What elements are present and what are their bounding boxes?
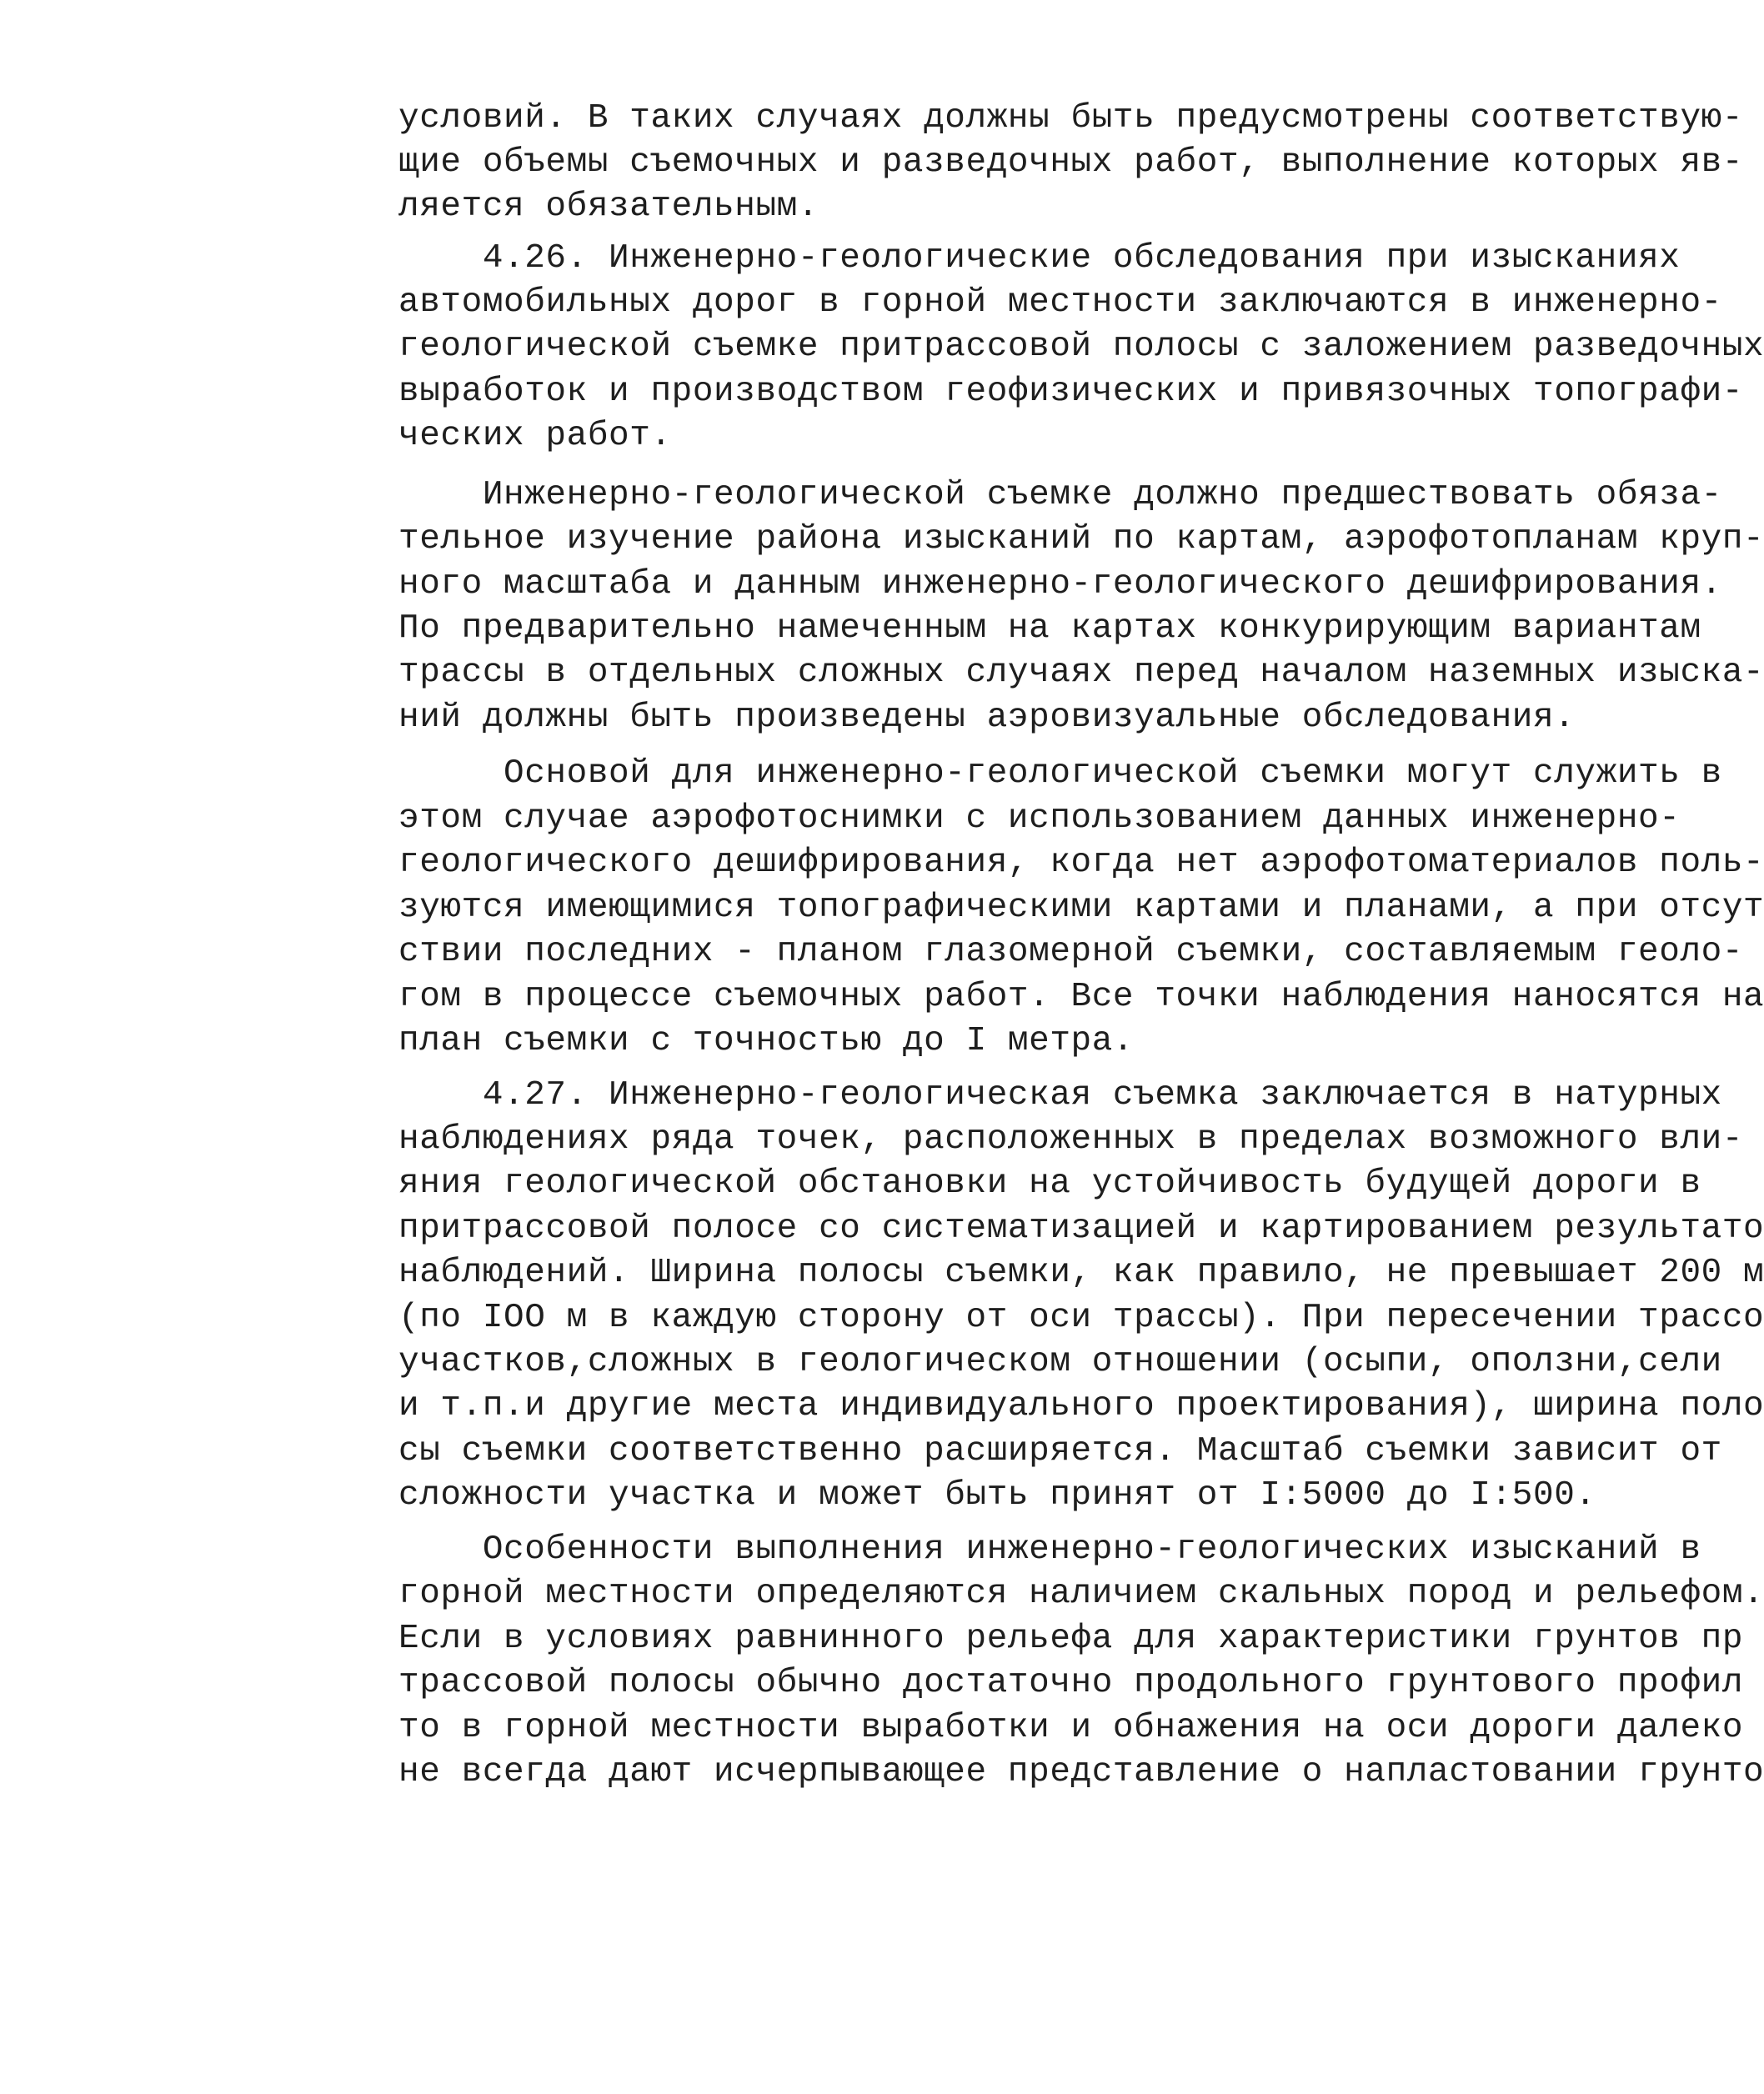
text-line: 4.27. Инженерно-геологическая съемка заключается в натурных bbox=[398, 1076, 1722, 1115]
text-line: сложности участка и может быть принят от I:5000 до I:500. bbox=[398, 1476, 1596, 1515]
text-line: ляется обязательным. bbox=[398, 188, 819, 226]
text-line: то в горной местности выработки и обнажения на оси дороги далеко bbox=[398, 1709, 1744, 1747]
text-line: гом в процессе съемочных работ. Все точки наблюдения наносятся на bbox=[398, 978, 1764, 1016]
text-line: участков,сложных в геологическом отношении (осыпи, оползни,сели bbox=[398, 1343, 1722, 1381]
text-line: щие объемы съемочных и разведочных работ, выполнение которых яв- bbox=[398, 143, 1744, 182]
text-line: трассы в отдельных сложных случаях перед началом наземных изыска- bbox=[398, 654, 1764, 692]
text-line: геологического дешифрирования, когда нет аэрофотоматериалов поль- bbox=[398, 844, 1764, 882]
text-line: трассовой полосы обычно достаточно продольного грунтового профил bbox=[398, 1664, 1744, 1702]
text-line: Основой для инженерно-геологической съемки могут служить в bbox=[398, 754, 1722, 793]
text-line: выработок и производством геофизических и привязочных топографи- bbox=[398, 373, 1744, 411]
text-line: (по IOO м в каждую сторону от оси трассы). При пересечении трассо bbox=[398, 1299, 1764, 1337]
text-line: не всегда дают исчерпывающее представление о напластовании грунто bbox=[398, 1753, 1764, 1791]
text-line: Если в условиях равнинного рельефа для характеристики грунтов пр bbox=[398, 1620, 1744, 1658]
text-line: план съемки с точностью до I метра. bbox=[398, 1022, 1135, 1060]
text-line: По предварительно намеченным на картах конкурирующим вариантам bbox=[398, 609, 1701, 648]
text-line: условий. В таких случаях должны быть предусмотрены соответствую- bbox=[398, 99, 1744, 138]
text-line: ствии последних - планом глазомерной съемки, составляемым геоло- bbox=[398, 933, 1744, 971]
text-line: яния геологической обстановки на устойчивость будущей дороги в bbox=[398, 1165, 1701, 1203]
text-line: наблюдениях ряда точек, расположенных в пределах возможного вли- bbox=[398, 1120, 1744, 1159]
text-line: этом случае аэрофотоснимки с использованием данных инженерно- bbox=[398, 799, 1681, 838]
text-line: автомобильных дорог в горной местности заключаются в инженерно- bbox=[398, 283, 1722, 322]
text-line: геологической съемке притрассовой полосы с заложением разведочных bbox=[398, 328, 1764, 366]
text-line: 4.26. Инженерно-геологические обследования при изысканиях bbox=[398, 239, 1681, 278]
text-line: Особенности выполнения инженерно-геологических изысканий в bbox=[398, 1530, 1701, 1569]
text-line: зуются имеющимися топографическими картами и планами, а при отсут bbox=[398, 889, 1764, 927]
text-line: притрассовой полосе со систематизацией и картированием результато bbox=[398, 1210, 1764, 1248]
text-line: горной местности определяются наличием скальных пород и рельефом. bbox=[398, 1575, 1764, 1613]
text-line: наблюдений. Ширина полосы съемки, как правило, не превышает 200 м bbox=[398, 1254, 1764, 1292]
text-line: и т.п.и другие места индивидуального проектирования), ширина поло bbox=[398, 1387, 1764, 1425]
text-line: ного масштаба и данным инженерно-геологического дешифрирования. bbox=[398, 565, 1722, 604]
text-line: сы съемки соответственно расширяется. Масштаб съемки зависит от bbox=[398, 1432, 1722, 1470]
text-line: ческих работ. bbox=[398, 417, 672, 455]
text-line: Инженерно-геологической съемке должно предшествовать обяза- bbox=[398, 476, 1722, 514]
text-line: ний должны быть произведены аэровизуальные обследования. bbox=[398, 699, 1576, 737]
text-line: тельное изучение района изысканий по картам, аэрофотопланам круп- bbox=[398, 520, 1764, 559]
